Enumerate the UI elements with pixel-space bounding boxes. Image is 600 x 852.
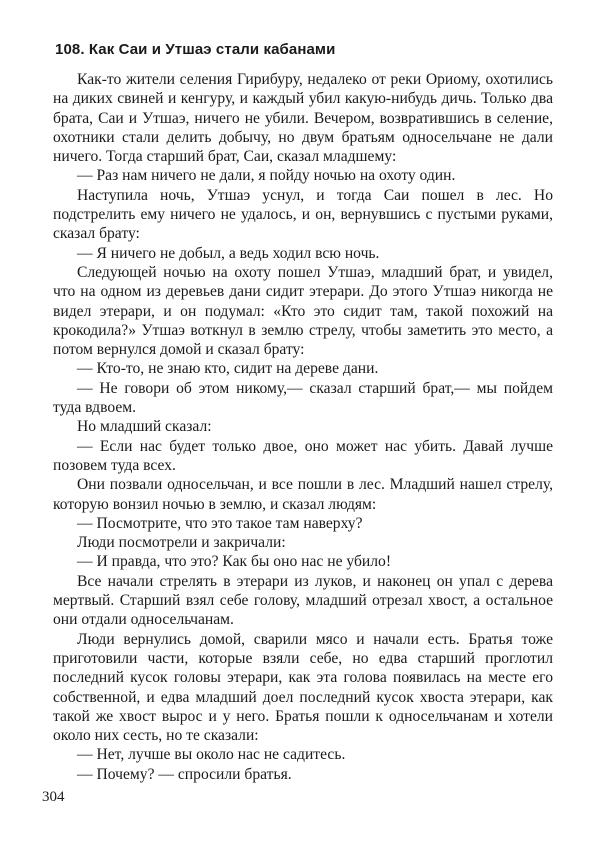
paragraph: Люди посмотрели и закричали: bbox=[77, 534, 286, 552]
paragraph: Следующей ночью на охоту пошел Утшаэ, младший брат, и увидел, что на одном из деревьев дани сидит этерари. До этого Утшаэ никогда не видел этерари, и он подумал: «Кто это сидит там, такой похожий на крокодила?» Утшаэ воткнул в землю стрелу, чтобы заметить это место, а потом вернулся домой и сказал брату: bbox=[53, 263, 553, 359]
story-body bbox=[53, 70, 553, 784]
paragraph: — Кто-то, не знаю кто, сидит на дереве дани. bbox=[77, 360, 379, 378]
page-number: 304 bbox=[42, 789, 65, 805]
page-content bbox=[53, 40, 553, 784]
paragraph: Как-то жители селения Гирибуру, недалеко от реки Ориому, охотились на диких свиней и кенгуру, и каждый убил какую-нибудь дичь. Только два брата, Саи и Утшаэ, ничего не убили. Вечером, возвратившись в селение, охотники стали делить добычу, но двум братьям односельчане не дали ничего. Тогда старший брат, Саи, сказал младшему: bbox=[53, 71, 553, 166]
paragraph: Все начали стрелять в этерари из луков, и наконец он упал с дерева мертвый. Старший взял себе голову, младший отрезал хвост, а остальное они отдали односельчанам. bbox=[53, 572, 553, 629]
paragraph: Наступила ночь, Утшаэ уснул, и тогда Саи пошел в лес. Но подстрелить ему ничего не удалось, и он, вернувшись с пустыми руками, сказал брату: bbox=[53, 186, 553, 243]
paragraph: — Раз нам ничего не дали, я пойду ночью на охоту один. bbox=[77, 167, 456, 185]
paragraph: — Нет, лучше вы около нас не садитесь. bbox=[77, 746, 346, 764]
paragraph: — Не говори об этом никому,— сказал старший брат,— мы пойдем туда вдвоем. bbox=[53, 379, 553, 417]
paragraph: — Я ничего не добыл, а ведь ходил всю ночь. bbox=[77, 244, 380, 262]
paragraph: — И правда, что это? Как бы оно нас не убило! bbox=[77, 553, 392, 571]
paragraph: — Если нас будет только двое, оно может нас убить. Давай лучше позовем туда всех. bbox=[53, 437, 553, 474]
paragraph: — Почему? — спросили братья. bbox=[77, 765, 292, 783]
paragraph: Они позвали односельчан, и все пошли в лес. Младший нашел стрелу, которую вонзил ночью в землю, и сказал людям: bbox=[53, 476, 553, 513]
paragraph: Но младший сказал: bbox=[77, 418, 212, 436]
story-title: 108. Как Саи и Утшаэ стали кабанами bbox=[55, 41, 336, 58]
paragraph: — Посмотрите, что это такое там наверху? bbox=[77, 514, 363, 532]
paragraph: Люди вернулись домой, сварили мясо и начали есть. Братья тоже приготовили части, которые взяли себе, но едва старший проглотил последний кусок головы этерари, как эта голова появилась на месте его собственной, и едва младший доел последний кусок хвоста этерари, как такой же хвост вырос и у него. Братья пошли к односельчанам и хотели около них сесть, но те сказали: bbox=[53, 630, 553, 745]
